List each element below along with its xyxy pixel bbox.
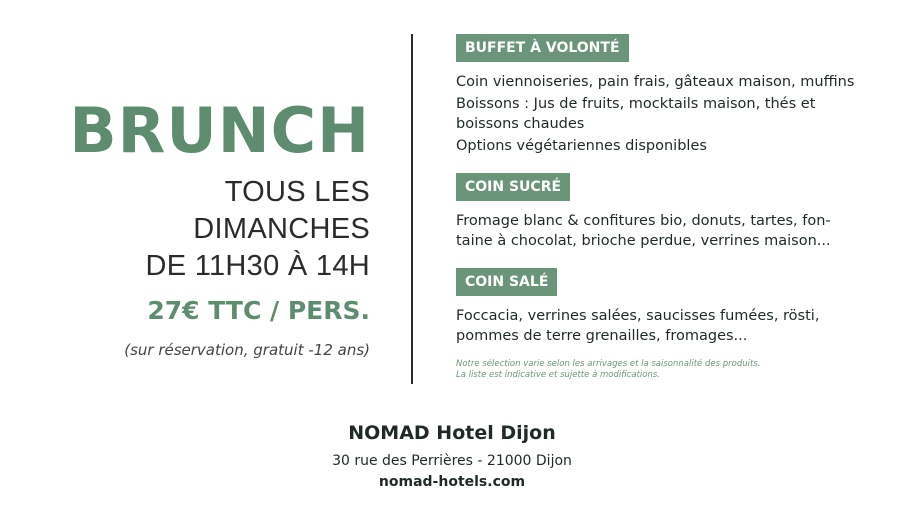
section-label-buffet: BUFFET À VOLONTÉ <box>456 34 629 62</box>
sale-line: Foccacia, verrines salées, saucisses fumées, rösti, <box>456 308 820 324</box>
disclaimer-line-1: Notre sélection varie selon les arrivages et la saisonnalité des produits. <box>456 359 761 369</box>
page-title: BRUNCH <box>69 94 370 167</box>
section-label-sucre: COIN SUCRÉ <box>456 173 570 201</box>
menu-sections <box>456 34 876 381</box>
schedule-line-1: TOUS LES DIMANCHES <box>193 176 370 245</box>
vertical-divider <box>411 34 413 384</box>
footer <box>0 420 904 491</box>
buffet-line: Coin viennoiseries, pain frais, gâteaux maison, muffins <box>456 74 855 90</box>
section-label-sale: COIN SALÉ <box>456 268 557 296</box>
buffet-line: Options végétariennes disponibles <box>456 138 707 154</box>
sucre-line: Fromage blanc & confitures bio, donuts, tartes, fon- <box>456 213 831 229</box>
section-buffet <box>456 34 876 156</box>
sucre-line: taine à chocolat, brioche perdue, verrines maison... <box>456 233 831 249</box>
section-sale <box>456 268 876 346</box>
disclaimer <box>456 359 876 381</box>
disclaimer-line-2: La liste est indicative et sujette à modifications. <box>456 370 660 380</box>
buffet-line: boissons chaudes <box>456 116 585 132</box>
hotel-address: 30 rue des Perrières - 21000 Dijon <box>332 453 572 469</box>
website-link[interactable]: nomad-hotels.com <box>378 474 526 490</box>
section-sucre <box>456 173 876 251</box>
schedule-line-2: DE 11H30 À 14H <box>145 250 370 282</box>
hotel-name: NOMAD Hotel Dijon <box>348 422 556 444</box>
price: 27€ TTC / PERS. <box>147 296 370 325</box>
buffet-line: Boissons : Jus de fruits, mocktails maison, thés et <box>456 96 816 112</box>
sale-line: pommes de terre grenailles, fromages... <box>456 328 748 344</box>
reservation-note: (sur réservation, gratuit -12 ans) <box>124 341 370 359</box>
brunch-info <box>40 95 370 359</box>
